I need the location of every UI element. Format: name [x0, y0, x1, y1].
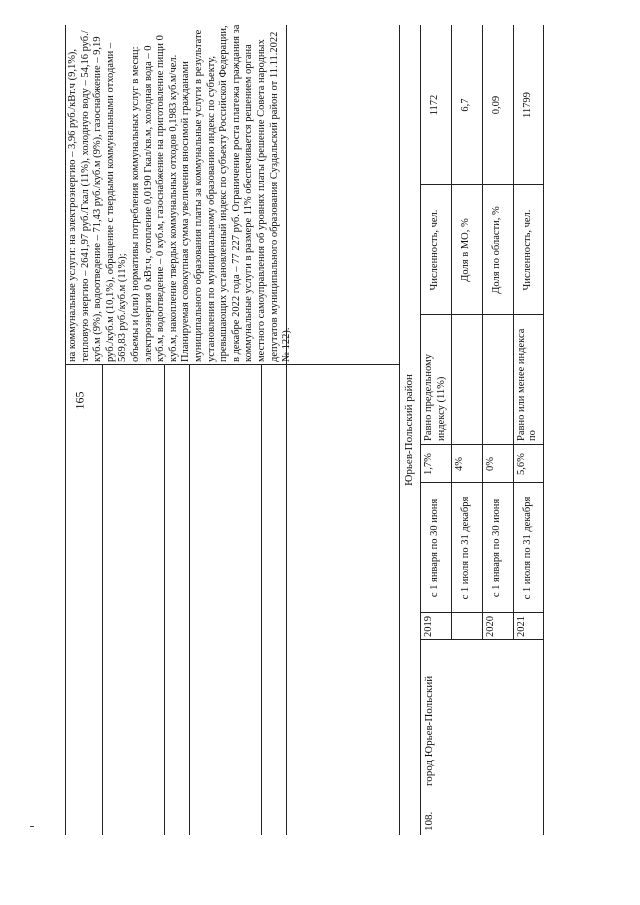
- row-line: [261, 365, 262, 835]
- period-cell: с 1 июля по 31 декабря: [460, 496, 472, 600]
- row-line: [189, 365, 190, 835]
- year-cell: [451, 613, 482, 640]
- period-cell: с 1 января по 30 июня: [491, 498, 503, 598]
- indicator-value: 6,7: [460, 98, 472, 112]
- year-cell: 2019: [423, 616, 434, 637]
- row-line: [102, 365, 103, 835]
- scan-mark: [30, 826, 34, 827]
- indicator-cell: Численность, чел.: [521, 209, 533, 291]
- page-number: 165: [72, 391, 87, 410]
- group-label: Равно или менее индекса по: [516, 328, 538, 441]
- indicator-value: 0,09: [491, 95, 503, 115]
- group-label: Равно предельному индексу (11%): [423, 354, 447, 441]
- period-value: 1,7%: [423, 453, 434, 475]
- description-paragraph: объемы и (или) нормативы потребления коммунальных услуг в месяц: электроэнергия 0 кВт.ч, отопление 0,0190 Гкал/кв.м, холодная вода – 0 куб.м, водоотведение – 0 куб.м, газоснабжение на приготовление пищи 0 куб.м, накопление твердых коммунальных отходов 0,1983 куб.м/чел.: [129, 35, 179, 362]
- municipality-name: город Юрьев-Польский: [423, 675, 435, 786]
- period-value: 5,6%: [516, 453, 527, 475]
- indicator-value: 1172: [429, 94, 441, 116]
- description-text: [67, 24, 294, 362]
- indicator-cell: Доля в МО, %: [460, 218, 472, 282]
- period-value: 4%: [454, 457, 465, 471]
- period-cell: с 1 июля по 31 декабря: [521, 496, 533, 600]
- description-cell: [65, 24, 293, 365]
- description-paragraph: на коммунальные услуги: на электроэнергию – 3,96 руб./кВт.ч (9,1%), тепловую энергию – 2641,97 руб./Гкал (11%), холодную воду – 54,16 руб./куб.м (9%), водоотведение – 71,43 руб./куб.м (9%), газоснабжение – 9,19 руб./куб.м (10,1%), обращение с твердыми коммунальными отходами – 569,83 руб./куб.м (11%);: [67, 30, 129, 362]
- rotated-table: [65, 25, 560, 835]
- indicator-cell: Доля по области, %: [491, 206, 503, 294]
- row-number: 108.: [423, 811, 435, 831]
- description-paragraph: Планируемая совокупная сумма увеличения вносимой гражданами муниципального образования платы за коммунальные услуги в результате установления по муниципальному образованию индекс по субъекту, превышающих установленный индекс по субъекту Российской Федерации, в декабре 2022 года – 77 227 руб. Ограничение роста платежа граждания за коммунальные услуги в размере 11% обеспечивается решением органа местного самоуправления об уровнях платы (решение Совета народных депутатов муниципального образования Суздальский район от 11.11.2022 № 122).: [180, 24, 293, 362]
- period-value: 0%: [485, 457, 496, 471]
- row-line: [543, 25, 544, 835]
- year-cell: 2020: [485, 616, 496, 637]
- indicator-value: 11799: [521, 92, 533, 118]
- district-header: Юрьев-Польский район: [403, 374, 416, 486]
- indicator-cell: Численность, чел.: [429, 209, 441, 291]
- year-cell: 2021: [516, 616, 527, 637]
- row-line: [164, 365, 165, 835]
- period-cell: с 1 января по 30 июня: [429, 498, 441, 598]
